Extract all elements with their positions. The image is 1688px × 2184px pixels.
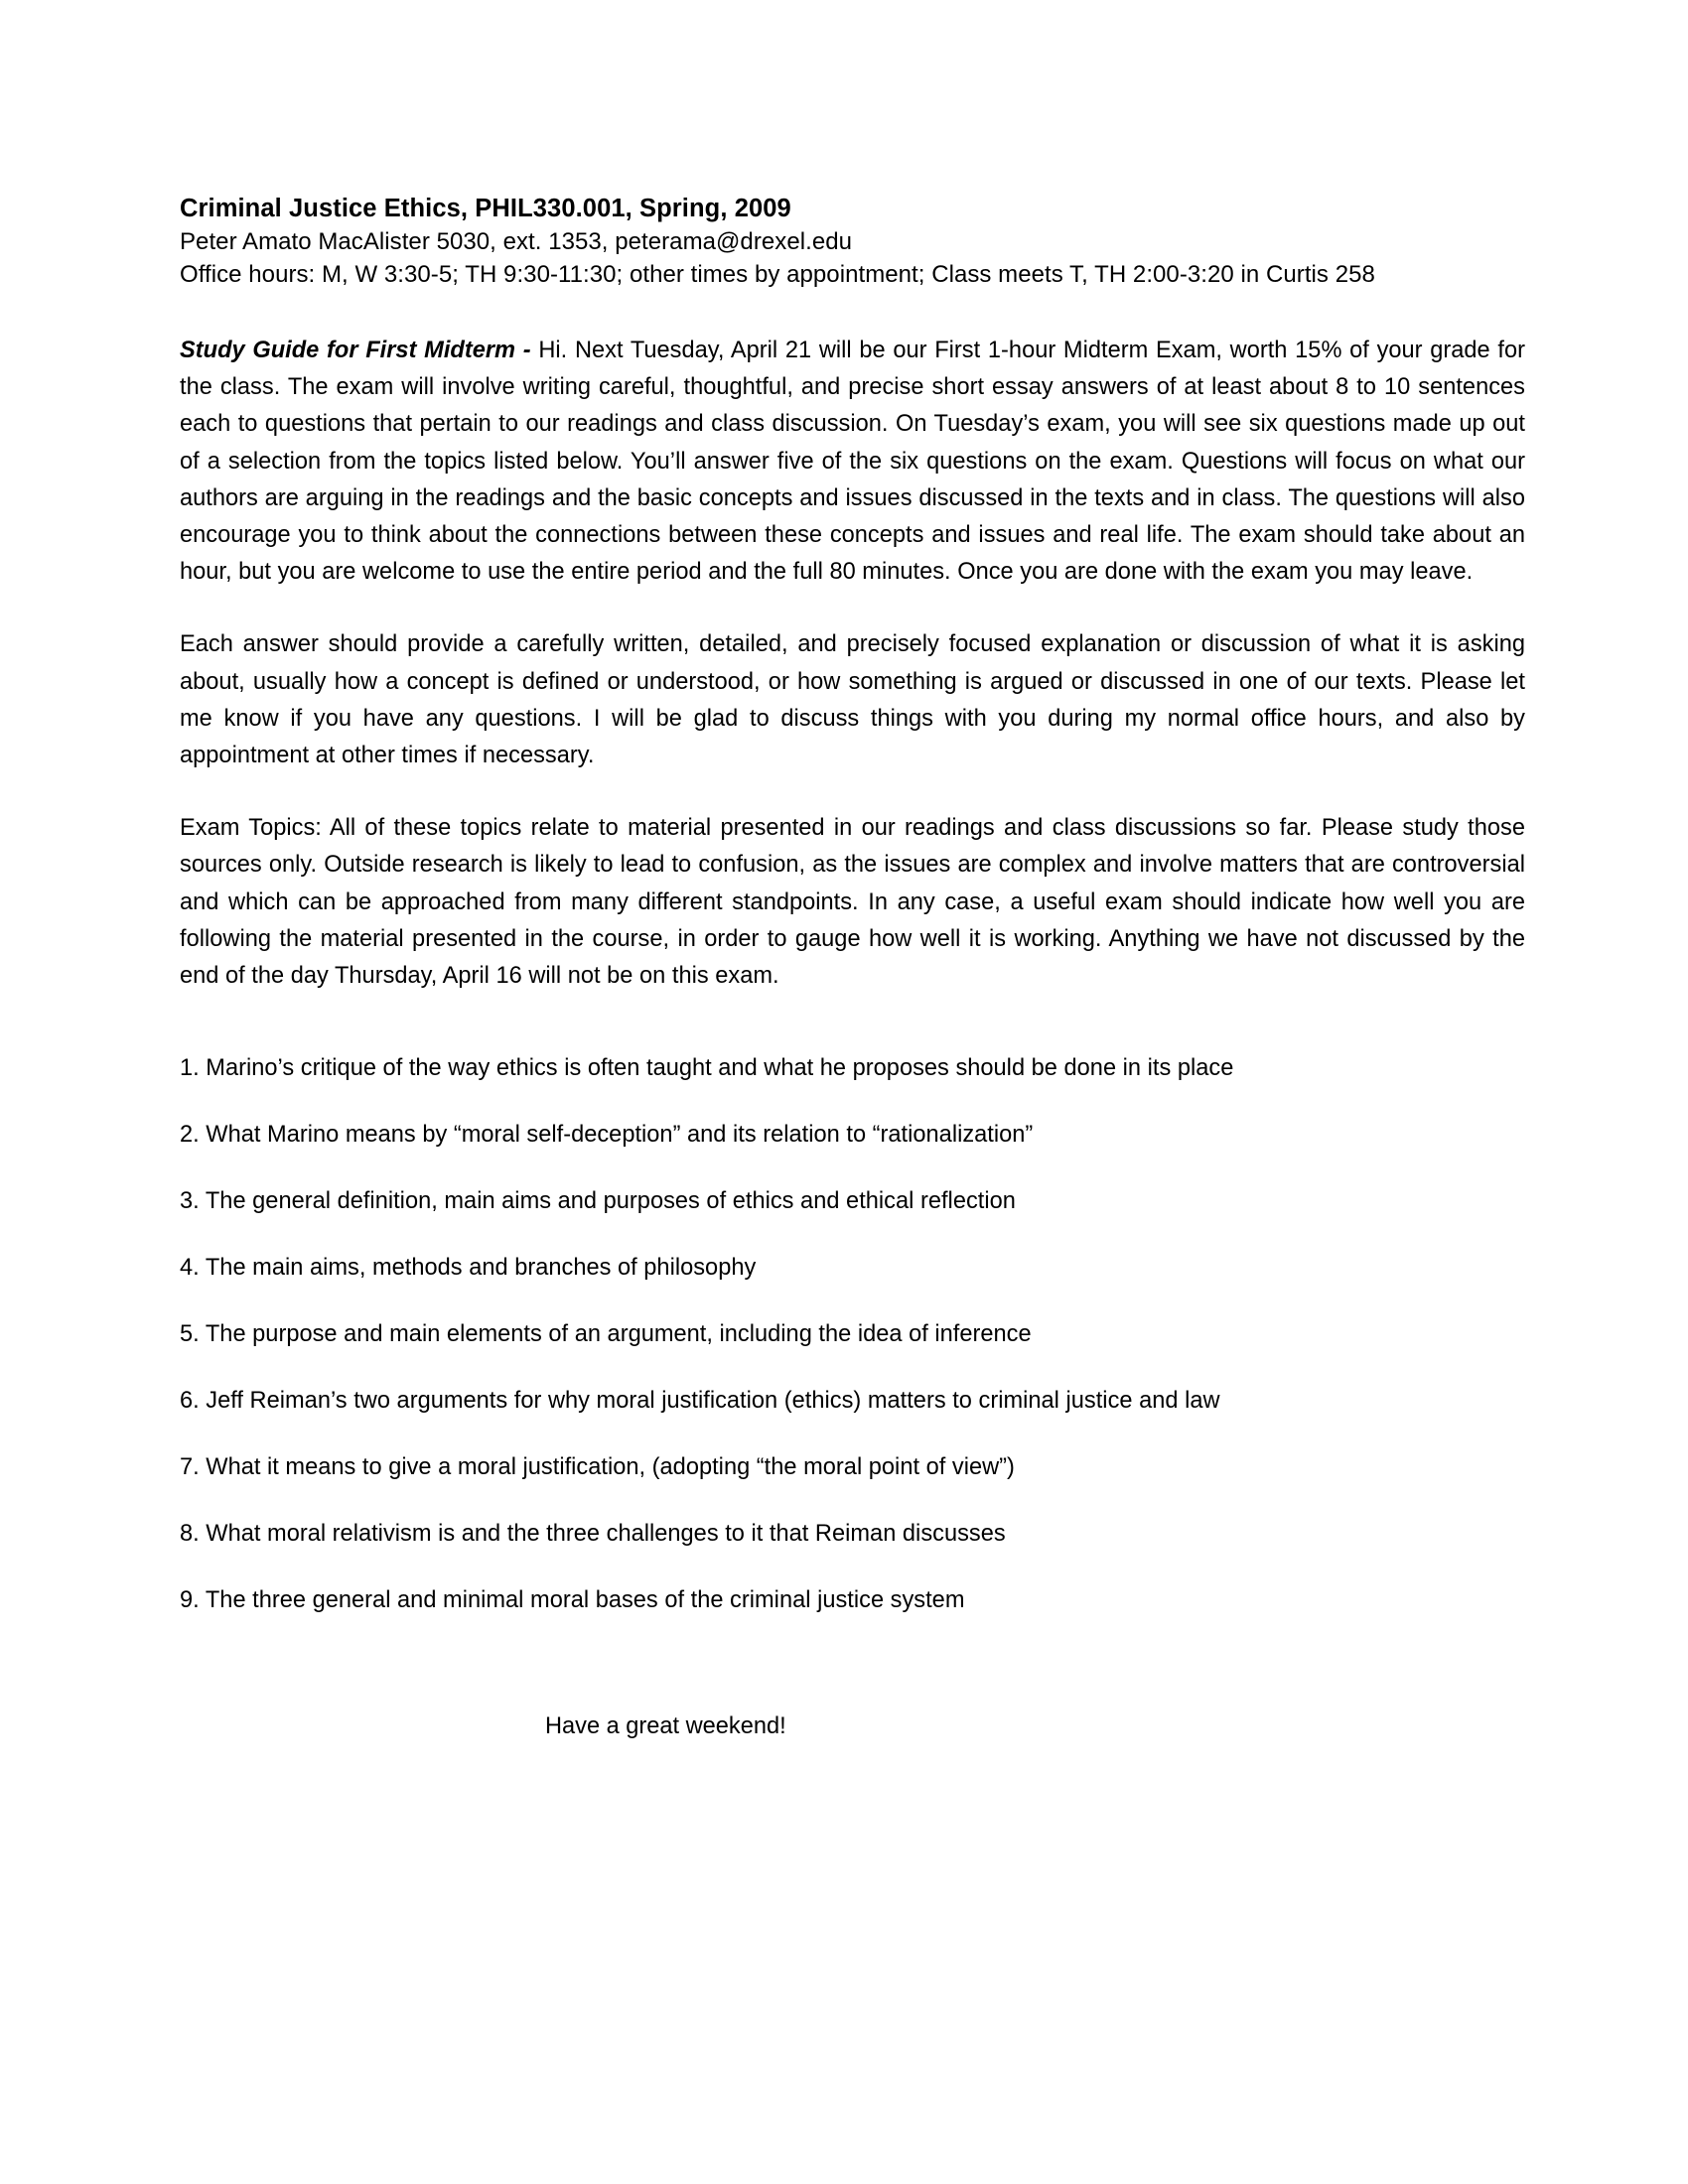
exam-topics-list — [180, 1052, 1525, 1617]
page-title: Criminal Justice Ethics, PHIL330.001, Spring, 2009 — [180, 195, 791, 222]
list-item: 3. The general definition, main aims and purposes of ethics and ethical reflection — [180, 1188, 1016, 1215]
study-guide-lead-label: Study Guide for First Midterm - — [180, 338, 531, 363]
closing-message: Have a great weekend! — [545, 1713, 786, 1740]
spacer-after-header — [180, 291, 1525, 333]
document-body — [180, 193, 1525, 1743]
office-hours-line: Office hours: M, W 3:30-5; TH 9:30-11:30; other times by appointment; Class meets T, TH 2:00-3:20 in Curtis 258 — [180, 261, 1375, 288]
list-item: 2. What Marino means by “moral self-deception” and its relation to “rationalization” — [180, 1122, 1034, 1149]
spacer-paragraph-1-2 — [180, 591, 1525, 626]
list-item: 6. Jeff Reiman’s two arguments for why moral justification (ethics) matters to criminal justice and law — [180, 1388, 1220, 1415]
paragraph-study-guide-intro — [180, 333, 1525, 591]
list-item: 7. What it means to give a moral justification, (adopting “the moral point of view”) — [180, 1454, 1015, 1481]
paragraph-answer-guidance: Each answer should provide a carefully written, detailed, and precisely focused explanation or discussion of what it is asking about, usually how a concept is defined or understood, or how something is argued or discussed in one of our texts. Please let me know if you have any questions. I will be glad to discuss things with you during my normal office hours, and also by appointment at other times if necessary. — [180, 631, 1525, 769]
list-item: 4. The main aims, methods and branches of philosophy — [180, 1255, 757, 1282]
list-item: 8. What moral relativism is and the three challenges to it that Reiman discusses — [180, 1521, 1006, 1548]
paragraph-exam-topics-intro: Exam Topics: All of these topics relate to material presented in our readings and class discussions so far. Please study those sources only. Outside research is likely to lead to confusion, as the issues are complex and involve matters that are controversial and which can be approached from many different standpoints. In any case, a useful exam should indicate how well you are following the material presented in the course, in order to gauge how well it is working. Anything we have not discussed by the end of the day Thursday, April 16 will not be on this exam. — [180, 815, 1525, 990]
list-item: 5. The purpose and main elements of an argument, including the idea of inference — [180, 1321, 1032, 1348]
spacer-before-closing — [180, 1651, 1525, 1710]
list-item: 9. The three general and minimal moral bases of the criminal justice system — [180, 1587, 965, 1614]
list-item: 1. Marino’s critique of the way ethics is often taught and what he proposes should be done in its place — [180, 1055, 1234, 1082]
instructor-contact-line: Peter Amato MacAlister 5030, ext. 1353, peterama@drexel.edu — [180, 228, 853, 255]
spacer-paragraph-2-3 — [180, 774, 1525, 810]
spacer-before-topic-list — [180, 995, 1525, 1052]
study-guide-intro-text: Hi. Next Tuesday, April 21 will be our First 1-hour Midterm Exam, worth 15% of your grade for the class. The exam will involve writing careful, thoughtful, and precise short essay answers of at least about 8 to 10 sentences each to questions that pertain to our readings and class discussion. On Tuesday’s exam, you will see six questions made up out of a selection from the topics listed below. You’ll answer five of the six questions on the exam. Questions will focus on what our authors are arguing in the readings and the basic concepts and issues discussed in the texts and in class. The questions will also encourage you to think about the connections between these concepts and issues and real life. The exam should take about an hour, but you are welcome to use the entire period and the full 80 minutes. Once you are done with the exam you may leave. — [180, 338, 1526, 586]
